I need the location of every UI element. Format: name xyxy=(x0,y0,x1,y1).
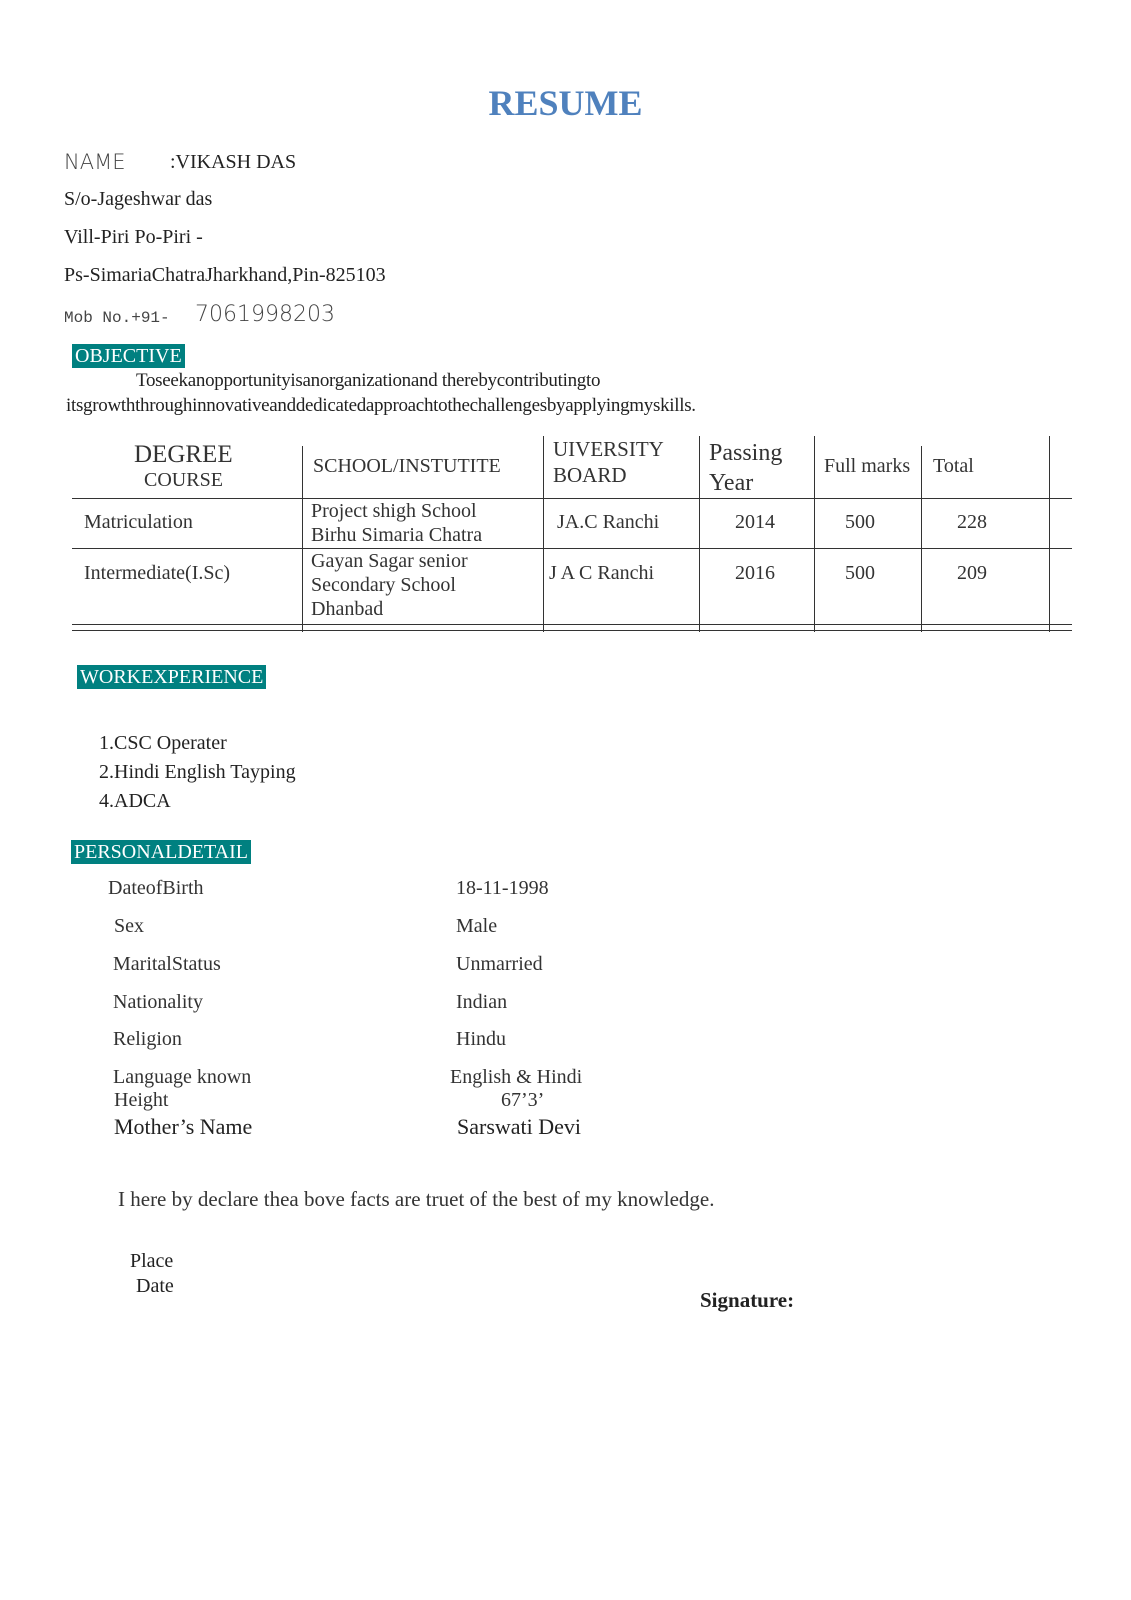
mother-value: Sarswati Devi xyxy=(457,1114,582,1139)
row2-board: J A C Ranchi xyxy=(549,562,655,584)
mobile-label: Mob No.+91- xyxy=(64,309,170,327)
table-rule xyxy=(302,446,303,632)
father-name: S/o-Jageshwar das xyxy=(64,188,213,210)
dob-value: 18-11-1998 xyxy=(456,877,549,899)
table-rule xyxy=(72,630,1072,631)
row2-full-marks: 500 xyxy=(845,562,875,584)
col-header-board-2: BOARD xyxy=(553,463,627,487)
objective-heading: OBJECTIVE xyxy=(72,344,185,368)
religion-label: Religion xyxy=(113,1028,182,1050)
name-label: NAME xyxy=(64,150,126,174)
work-item: 2.Hindi English Tayping xyxy=(99,761,296,783)
personal-heading: PERSONALDETAIL xyxy=(71,840,251,864)
marital-label: MaritalStatus xyxy=(113,953,221,975)
mobile-number: 7061998203 xyxy=(195,302,335,327)
signature-label: Signature: xyxy=(700,1288,795,1312)
date-label: Date xyxy=(136,1275,174,1297)
table-rule xyxy=(699,436,700,632)
nationality-label: Nationality xyxy=(113,991,203,1013)
language-label: Language known xyxy=(113,1066,252,1088)
col-header-course: COURSE xyxy=(144,469,223,491)
place-label: Place xyxy=(130,1250,174,1272)
col-header-school: SCHOOL/INSTUTITE xyxy=(313,455,501,477)
table-rule xyxy=(921,446,922,632)
height-value: 67’3’ xyxy=(501,1089,545,1111)
row1-full-marks: 500 xyxy=(845,511,875,533)
declaration-text: I here by declare thea bove facts are truet of the best of my knowledge. xyxy=(118,1187,715,1211)
table-rule xyxy=(72,624,1072,625)
address-line-1: Vill-Piri Po-Piri - xyxy=(64,226,203,248)
marital-value: Unmarried xyxy=(456,953,543,975)
row1-course: Matriculation xyxy=(84,511,193,533)
religion-value: Hindu xyxy=(456,1028,506,1050)
work-item: 4.ADCA xyxy=(99,790,171,812)
row2-school-3: Dhanbad xyxy=(311,598,384,620)
row2-course: Intermediate(I.Sc) xyxy=(84,562,231,584)
row1-board: JA.C Ranchi xyxy=(557,511,660,533)
address-line-2: Ps-SimariaChatraJharkhand,Pin-825103 xyxy=(64,264,386,286)
col-header-degree: DEGREE xyxy=(134,441,233,468)
mother-label: Mother’s Name xyxy=(114,1114,253,1139)
row1-school-2: Birhu Simaria Chatra xyxy=(311,524,483,546)
education-table xyxy=(72,437,1072,646)
objective-line-1: Toseekanopportunityisanorganizationand therebycontributingto xyxy=(136,370,601,391)
language-value: English & Hindi xyxy=(450,1066,583,1088)
row1-year: 2014 xyxy=(735,511,775,533)
page-title: RESUME xyxy=(488,83,643,123)
table-rule xyxy=(814,436,815,632)
dob-label: DateofBirth xyxy=(108,877,204,899)
row2-school-2: Secondary School xyxy=(311,574,456,596)
row1-school-1: Project shigh School xyxy=(311,500,477,522)
sex-label: Sex xyxy=(114,915,144,937)
table-rule xyxy=(543,436,544,632)
col-header-year-2: Year xyxy=(709,470,754,496)
objective-line-2: itsgrowththroughinnovativeanddedicatedapproachtothechallengesbyapplyingmyskills. xyxy=(66,395,696,416)
name-value: :VIKASH DAS xyxy=(170,151,297,173)
col-header-year: Passing xyxy=(709,440,783,466)
col-header-board: UIVERSITY xyxy=(553,437,664,461)
height-label: Height xyxy=(114,1089,169,1111)
sex-value: Male xyxy=(456,915,498,937)
row2-school-1: Gayan Sagar senior xyxy=(311,550,468,572)
row2-year: 2016 xyxy=(735,562,775,584)
work-item: 1.CSC Operater xyxy=(99,732,227,754)
work-heading: WORKEXPERIENCE xyxy=(77,665,266,689)
row2-total: 209 xyxy=(957,562,987,584)
table-rule xyxy=(72,548,1072,549)
row1-total: 228 xyxy=(957,511,987,533)
table-rule xyxy=(1049,436,1050,632)
table-rule xyxy=(72,498,1072,499)
col-header-full-marks: Full marks xyxy=(824,455,911,477)
col-header-total: Total xyxy=(933,455,974,477)
nationality-value: Indian xyxy=(456,991,508,1013)
